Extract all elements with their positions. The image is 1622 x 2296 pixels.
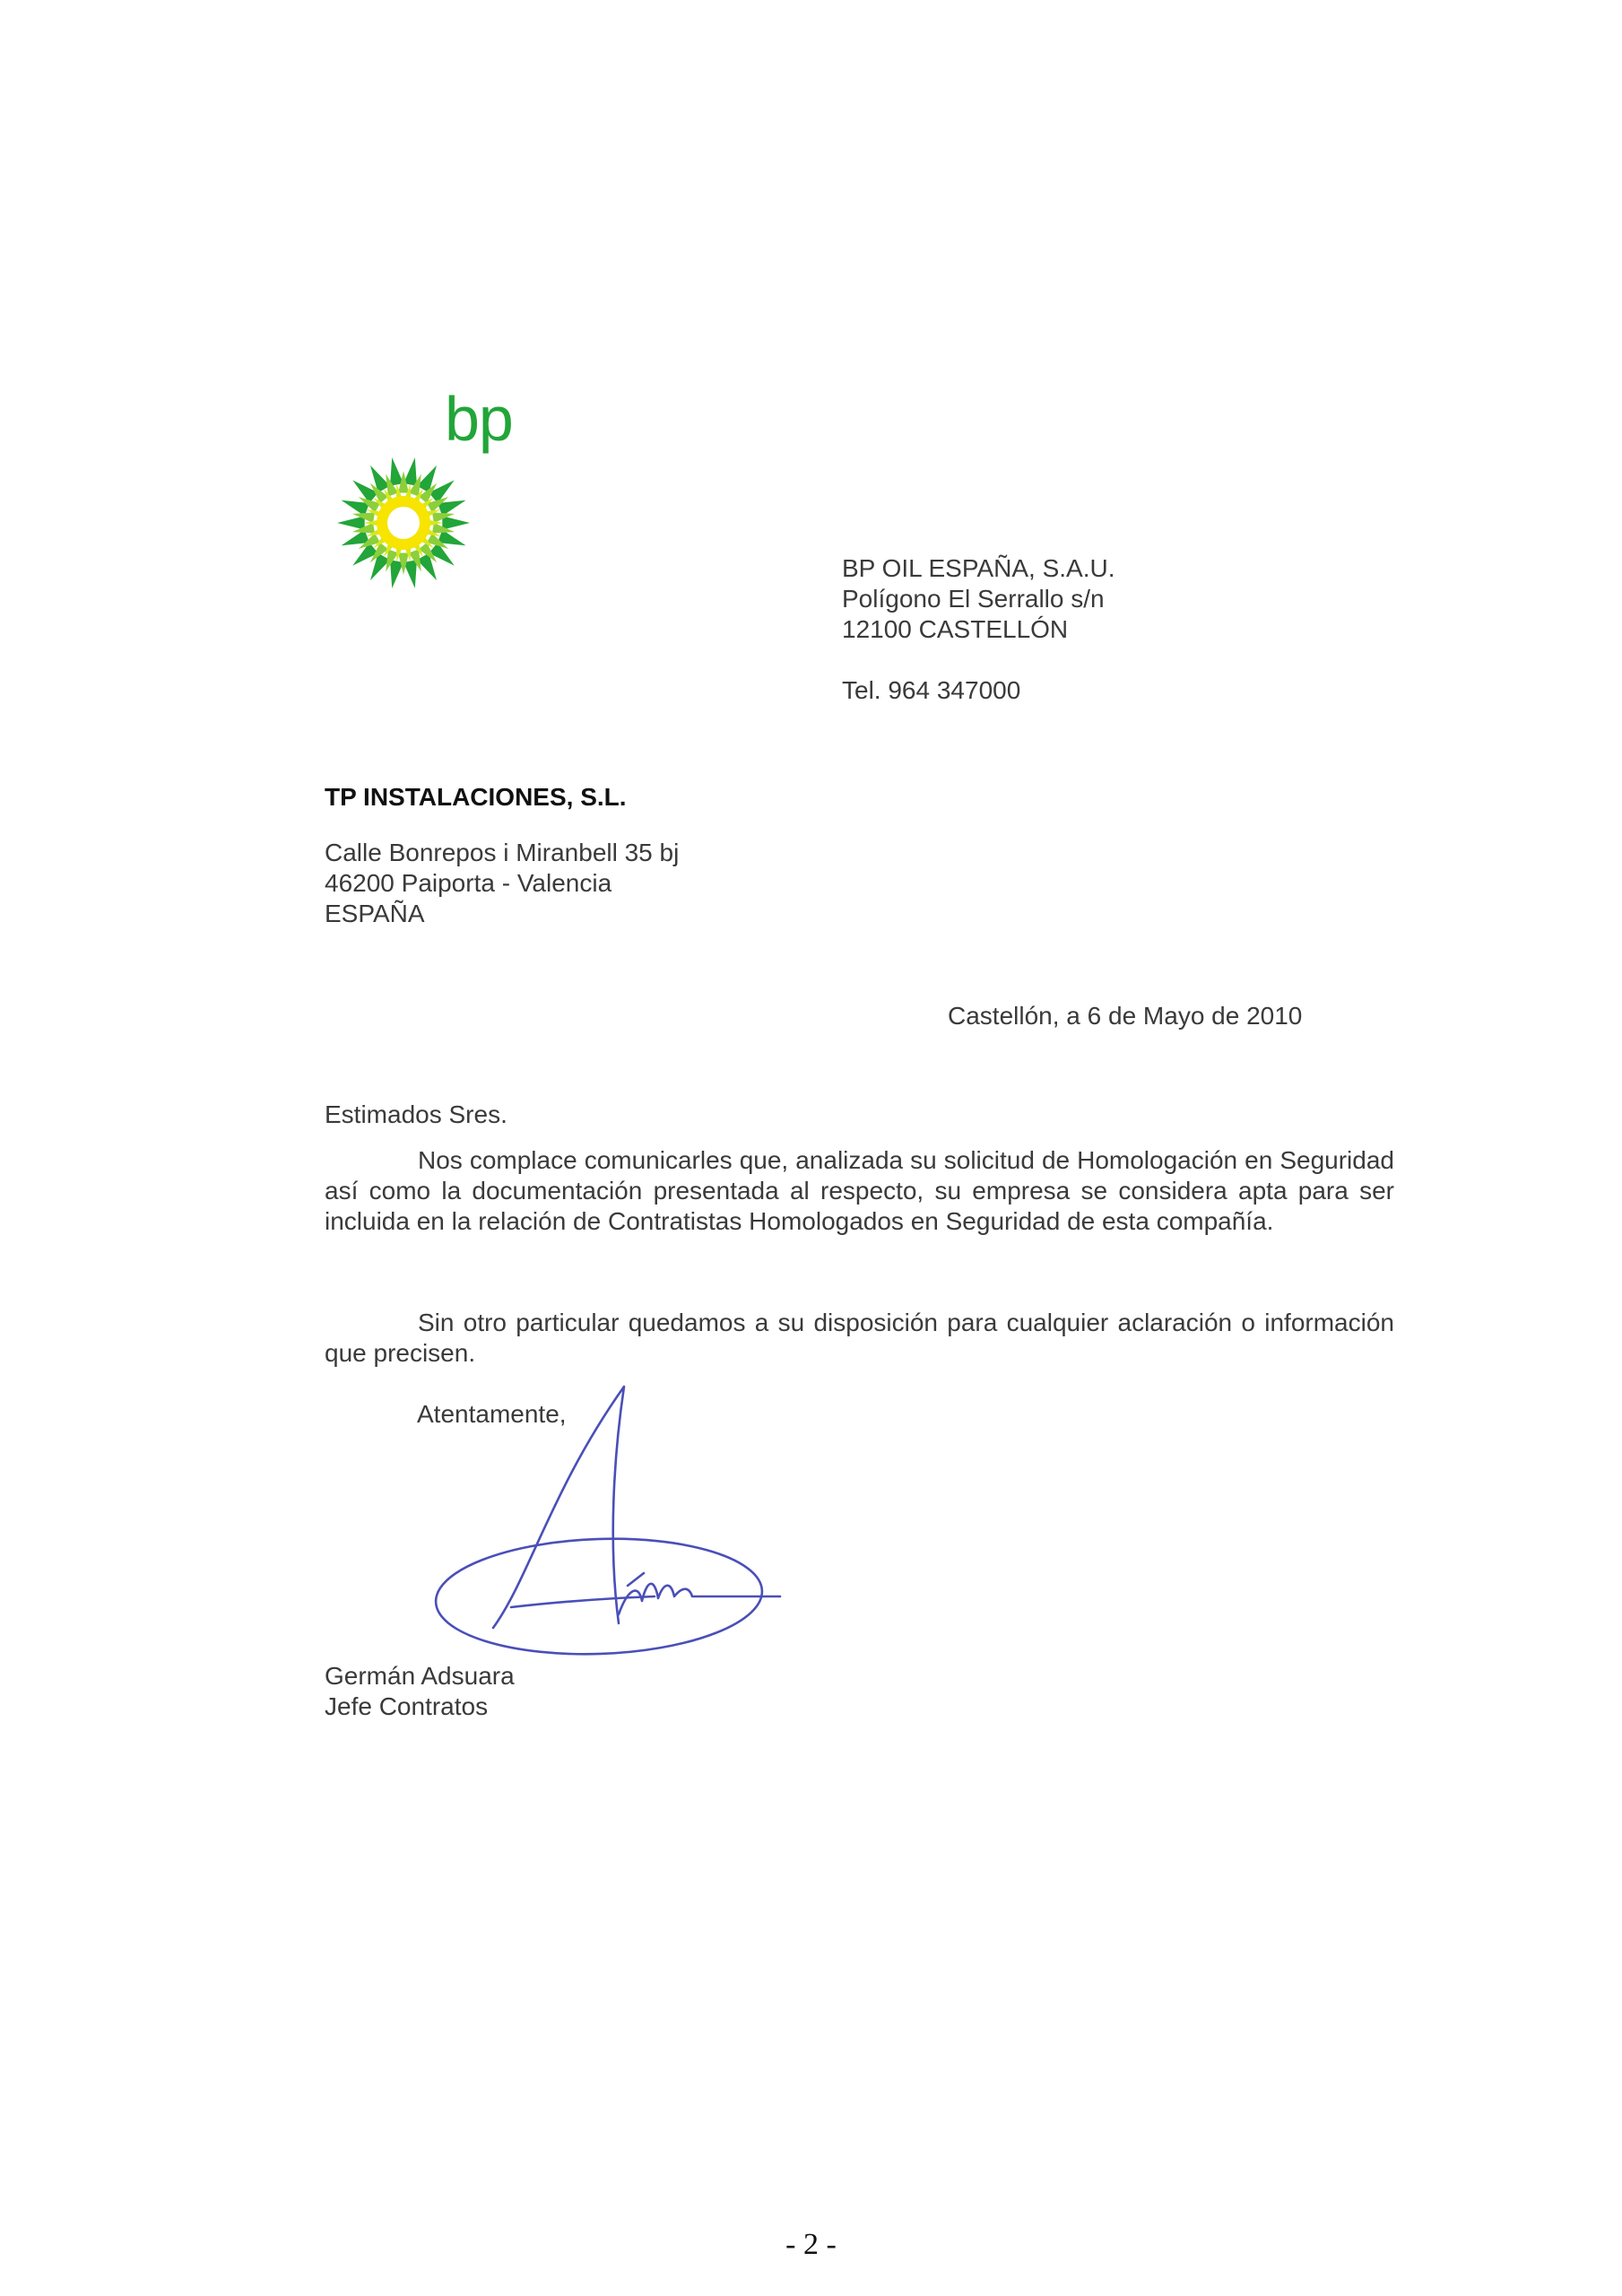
helios-center (387, 507, 420, 539)
recipient-country: ESPAÑA (325, 900, 425, 927)
salutation: Estimados Sres. (325, 1100, 507, 1128)
sender-company: BP OIL ESPAÑA, S.A.U. (842, 554, 1115, 582)
body-paragraph-2: Sin otro particular quedamos a su disposición para cualquier aclaración o información que precisen. (325, 1309, 1394, 1367)
helios-petal (337, 516, 365, 529)
closing: Atentamente, (417, 1400, 567, 1428)
sender-address-line1: Polígono El Serrallo s/n (842, 585, 1105, 613)
sender-address-block (842, 553, 1115, 706)
recipient-address-line1: Calle Bonrepos i Miranbell 35 bj (325, 839, 680, 866)
bp-helios-logo (330, 386, 545, 601)
body-paragraph-1: Nos complace comunicarles que, analizada su solicitud de Homologación en Seguridad así como la documentación presentada al respecto, su empresa se considera apta para ser incluida en la relación de Contratistas Homologados en Seguridad de esta compañía. (325, 1146, 1394, 1235)
sender-telephone: Tel. 964 347000 (842, 676, 1021, 704)
recipient-address-block (325, 838, 679, 929)
signer-block (325, 1661, 515, 1722)
page-number: - 2 - (785, 2228, 837, 2261)
sender-address-line2: 12100 CASTELLÓN (842, 615, 1069, 643)
signer-name: Germán Adsuara (325, 1662, 515, 1690)
letter-date: Castellón, a 6 de Mayo de 2010 (948, 1002, 1303, 1030)
recipient-address-line2: 46200 Paiporta - Valencia (325, 869, 612, 897)
signer-title: Jefe Contratos (325, 1692, 489, 1720)
helios-petal (442, 516, 470, 529)
bp-logo-text: bp (445, 384, 513, 454)
recipient-name: TP INSTALACIONES, S.L. (325, 783, 627, 811)
